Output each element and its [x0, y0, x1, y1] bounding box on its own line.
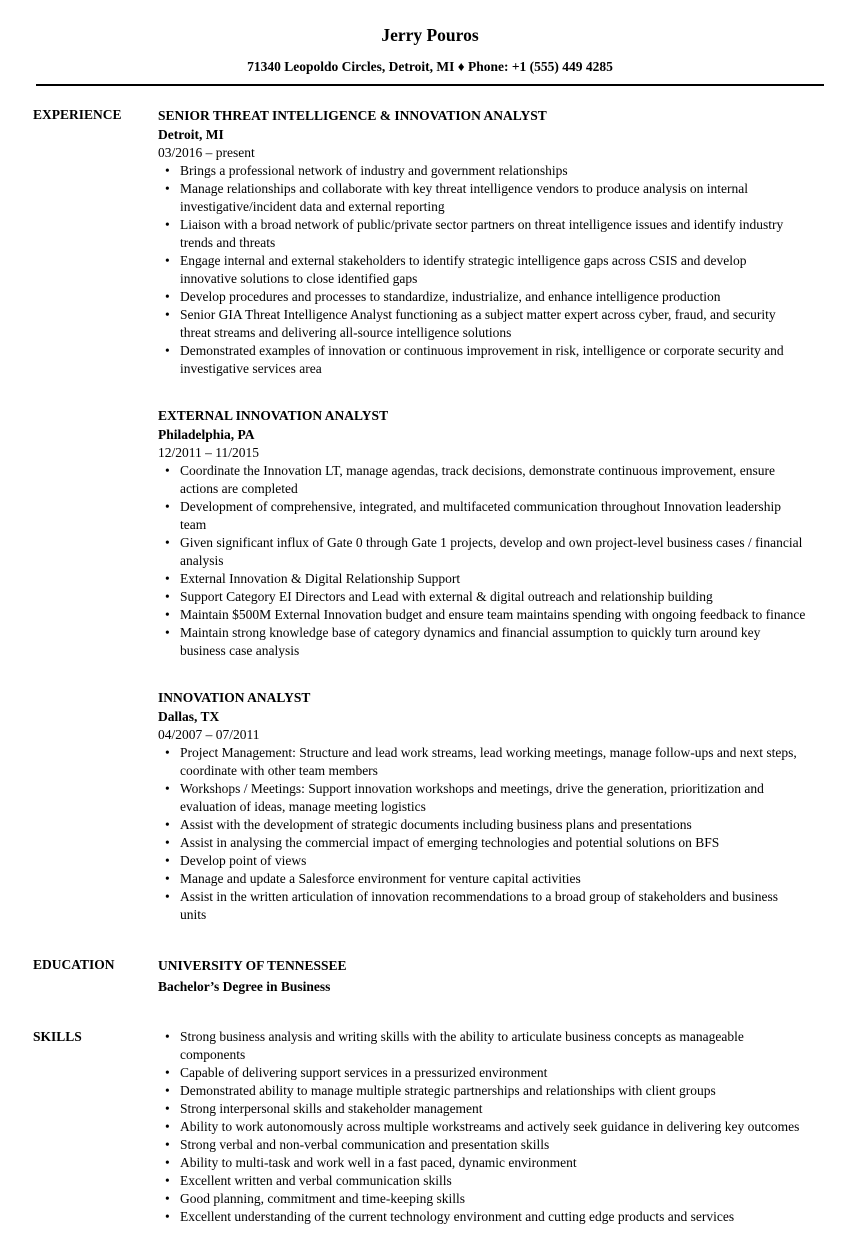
bullet-item: • Given significant influx of Gate 0 through Gate 1 projects, develop and own project-level business cases / financial analysis	[158, 534, 806, 570]
job-bullet-list	[158, 462, 806, 660]
bullet-item: • External Innovation & Digital Relationship Support	[158, 570, 806, 588]
bullet-item: • Support Category EI Directors and Lead with external & digital outreach and relationship building	[158, 588, 806, 606]
school-name: UNIVERSITY OF TENNESSEE	[158, 958, 347, 973]
resume-body	[0, 86, 860, 1226]
job-title: INNOVATION ANALYST	[158, 690, 311, 705]
bullet-item: • Ability to work autonomously across multiple workstreams and actively seek guidance in delivering key outcomes	[158, 1118, 806, 1136]
job-bullet-list	[158, 744, 806, 924]
job-dates: 04/2007 – 07/2011	[158, 727, 260, 742]
bullet-item: • Assist with the development of strategic documents including business plans and presentations	[158, 816, 806, 834]
bullet-item: • Assist in analysing the commercial impact of emerging technologies and potential solutions on BFS	[158, 834, 806, 852]
skills-list	[158, 1028, 806, 1226]
bullet-item: • Senior GIA Threat Intelligence Analyst functioning as a subject matter expert across cyber, fraud, and security threat streams and delivering all-source intelligence solutions	[158, 306, 806, 342]
job-location: Dallas, TX	[158, 709, 220, 724]
section-label-education: EDUCATION	[33, 957, 115, 972]
skills-section	[33, 1028, 806, 1226]
bullet-item: • Excellent understanding of the current technology environment and cutting edge products and services	[158, 1208, 806, 1226]
resume-header	[0, 0, 860, 76]
experience-section	[33, 106, 806, 924]
job-bullet-list	[158, 162, 806, 378]
bullet-item: • Liaison with a broad network of public/private sector partners on threat intelligence issues and identify industry trends and threats	[158, 216, 806, 252]
bullet-item: • Maintain $500M External Innovation budget and ensure team maintains spending with ongoing feedback to finance	[158, 606, 806, 624]
bullet-item: • Maintain strong knowledge base of category dynamics and financial assumption to quickly turn around key business case analysis	[158, 624, 806, 660]
skills-content	[158, 1028, 806, 1226]
bullet-item: • Demonstrated examples of innovation or continuous improvement in risk, intelligence or corporate security and investigative services area	[158, 342, 806, 378]
bullet-item: • Strong verbal and non-verbal communication and presentation skills	[158, 1136, 806, 1154]
bullet-item: • Coordinate the Innovation LT, manage agendas, track decisions, demonstrate continuous improvement, ensure actions are completed	[158, 462, 806, 498]
bullet-item: • Brings a professional network of industry and government relationships	[158, 162, 806, 180]
bullet-item: • Strong business analysis and writing skills with the ability to articulate business concepts as manageable components	[158, 1028, 806, 1064]
job-entry	[158, 106, 806, 378]
bullet-item: • Develop procedures and processes to standardize, industrialize, and enhance intelligence production	[158, 288, 806, 306]
bullet-item: • Demonstrated ability to manage multiple strategic partnerships and relationships with client groups	[158, 1082, 806, 1100]
job-dates: 03/2016 – present	[158, 145, 255, 160]
job-dates: 12/2011 – 11/2015	[158, 445, 259, 460]
bullet-item: • Engage internal and external stakeholders to identify strategic intelligence gaps across CSIS and develop innovative solutions to close identified gaps	[158, 252, 806, 288]
bullet-item: • Development of comprehensive, integrated, and multifaceted communication throughout Innovation leadership team	[158, 498, 806, 534]
degree-name: Bachelor’s Degree in Business	[158, 979, 331, 994]
job-title: EXTERNAL INNOVATION ANALYST	[158, 408, 389, 423]
bullet-item: • Assist in the written articulation of innovation recommendations to a broad group of stakeholders and business units	[158, 888, 806, 924]
bullet-item: • Manage and update a Salesforce environment for venture capital activities	[158, 870, 806, 888]
job-location: Detroit, MI	[158, 127, 224, 142]
bullet-item: • Strong interpersonal skills and stakeholder management	[158, 1100, 806, 1118]
education-section	[33, 956, 806, 996]
bullet-item: • Good planning, commitment and time-keeping skills	[158, 1190, 806, 1208]
bullet-item: • Manage relationships and collaborate with key threat intelligence vendors to produce analysis on internal investigative/incident data and external reporting	[158, 180, 806, 216]
contact-line: 71340 Leopoldo Circles, Detroit, MI ♦ Phone: +1 (555) 449 4285	[247, 59, 613, 74]
bullet-item: • Excellent written and verbal communication skills	[158, 1172, 806, 1190]
bullet-item: • Capable of delivering support services in a pressurized environment	[158, 1064, 806, 1082]
job-entry	[158, 688, 806, 924]
section-label-skills: SKILLS	[33, 1029, 82, 1044]
bullet-item: • Ability to multi-task and work well in a fast paced, dynamic environment	[158, 1154, 806, 1172]
education-content	[158, 956, 806, 996]
section-label-experience: EXPERIENCE	[33, 107, 122, 122]
bullet-item: • Develop point of views	[158, 852, 806, 870]
experience-content	[158, 106, 806, 924]
job-title: SENIOR THREAT INTELLIGENCE & INNOVATION ANALYST	[158, 108, 547, 123]
bullet-item: • Workshops / Meetings: Support innovation workshops and meetings, drive the generation, prioritization and evaluation of ideas, manage meeting logistics	[158, 780, 806, 816]
person-name: Jerry Pouros	[381, 25, 479, 45]
bullet-item: • Project Management: Structure and lead work streams, lead working meetings, manage follow-ups and next steps, coordinate with other team members	[158, 744, 806, 780]
job-entry	[158, 406, 806, 660]
job-location: Philadelphia, PA	[158, 427, 255, 442]
